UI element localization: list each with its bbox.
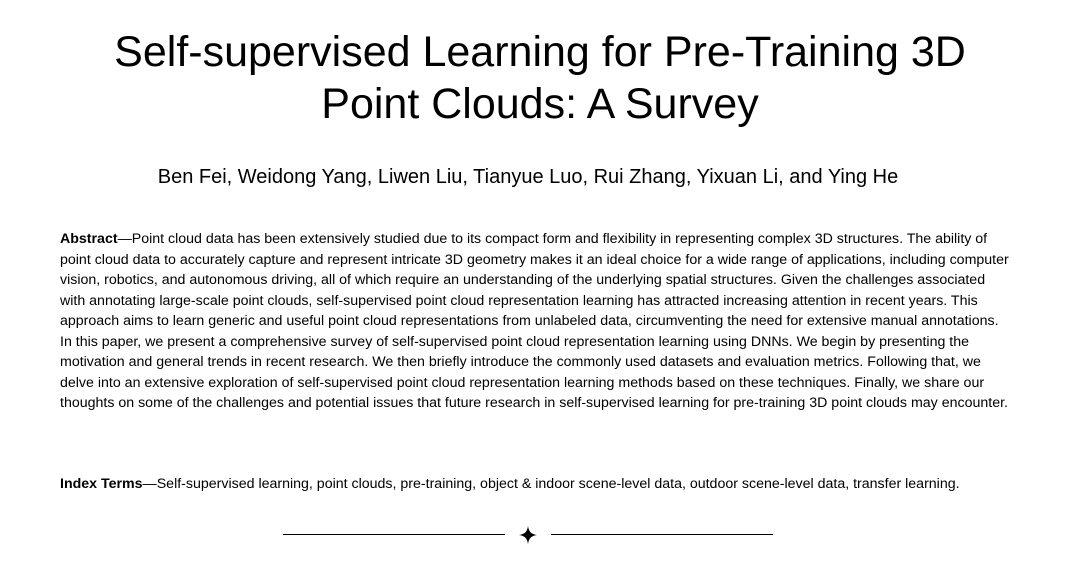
section-divider xyxy=(283,524,773,544)
divider-line-right xyxy=(551,534,773,535)
index-terms-heading: Index Terms xyxy=(60,476,143,492)
divider-line-left xyxy=(283,534,505,535)
abstract xyxy=(60,229,1010,414)
abstract-text: —Point cloud data has been extensively studied due to its compact form and flexibility in representing complex 3D structures. The ability of point cloud data to accurately capture and represent intricate 3D geometry makes it an ideal choice for a wide range of applications, including computer vision, robotics, and autonomous driving, all of which require an understanding of the underlying spatial structures. Given the challenges associated with annotating large-scale point clouds, self-supervised point cloud representation learning has attracted increasing attention in recent years. This approach aims to learn generic and useful point cloud representations from unlabeled data, circumventing the need for extensive manual annotations. In this paper, we present a comprehensive survey of self-supervised point cloud representation learning using DNNs. We begin by presenting the motivation and general trends in recent research. We then briefly introduce the commonly used datasets and evaluation metrics. Following that, we delve into an extensive exploration of self-supervised point cloud representation learning methods based on these techniques. Finally, we share our thoughts on some of the challenges and potential issues that future research in self-supervised learning for pre-training 3D point clouds may encounter. xyxy=(60,231,1009,411)
abstract-heading: Abstract xyxy=(60,231,118,247)
title-line-1: Self-supervised Learning for Pre-Training 3D xyxy=(114,28,966,76)
title-line-2: Point Clouds: A Survey xyxy=(321,80,759,128)
author-list: Ben Fei, Weidong Yang, Liwen Liu, Tianyue Luo, Rui Zhang, Yixuan Li, and Ying He xyxy=(157,166,899,188)
index-terms-text: —Self-supervised learning, point clouds, pre-training, object & indoor scene-level data, outdoor scene-level data, transfer learning. xyxy=(142,476,960,492)
paper-title xyxy=(0,26,1080,130)
four-point-star-icon xyxy=(516,525,540,545)
index-terms xyxy=(60,474,1010,495)
